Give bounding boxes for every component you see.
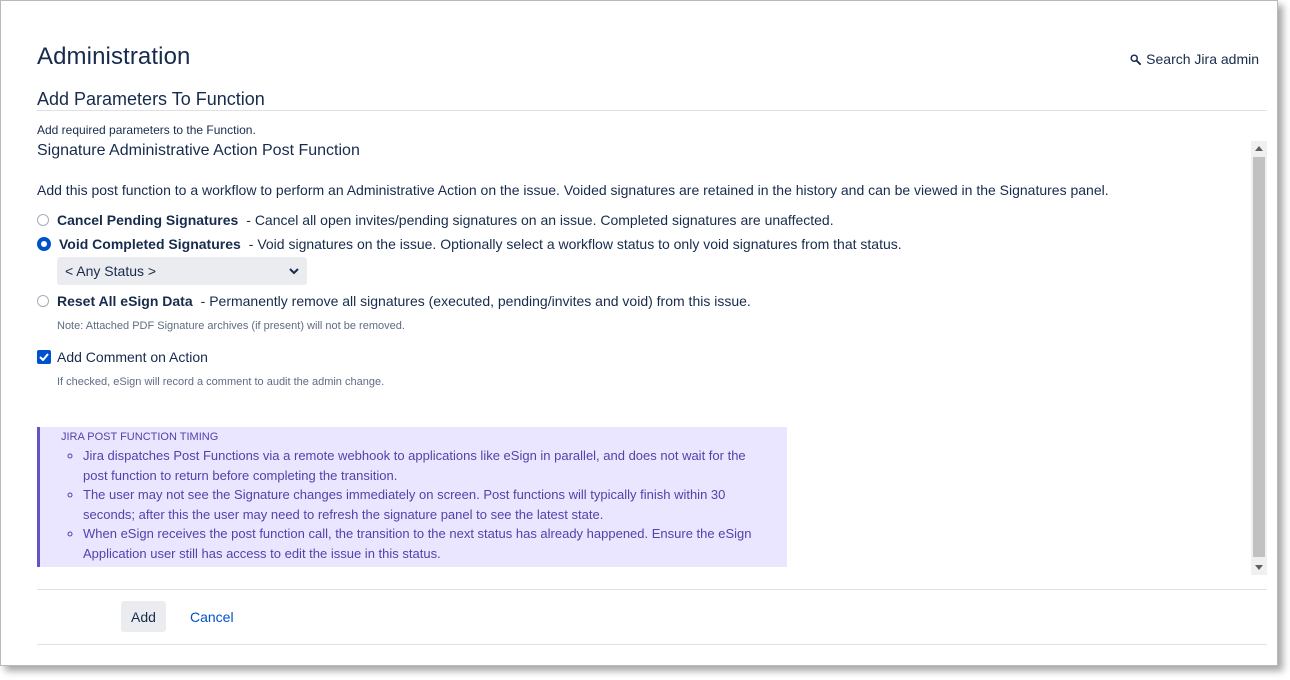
vertical-scrollbar[interactable] xyxy=(1251,141,1267,575)
option-cancel-pending[interactable] xyxy=(37,212,834,228)
function-description: Add this post function to a workflow to perform an Administrative Action on the issue. Voided signatures are retained in the history and can be viewed in the Signatures panel. xyxy=(37,182,1109,198)
page-title: Administration xyxy=(37,43,191,70)
info-item-access: ◦ When eSign receives the post function call, the transition to the next status has already happened. Ensure the eSign Application user still has access to edit the issue in this status. xyxy=(83,524,767,563)
footer-divider-bottom xyxy=(37,644,1267,645)
intro-text: Add required parameters to the Function. xyxy=(37,123,256,137)
search-icon xyxy=(1130,54,1141,65)
info-panel-title: JIRA POST FUNCTION TIMING xyxy=(61,431,219,443)
cancel-link[interactable]: Cancel xyxy=(190,609,234,625)
add-comment-help: If checked, eSign will record a comment to audit the admin change. xyxy=(57,376,385,388)
info-item-dispatch: ◦ Jira dispatches Post Functions via a remote webhook to applications like eSign in parallel, and does not wait for the post function to return before completing the transition. xyxy=(83,446,767,485)
reset-note: Note: Attached PDF Signature archives (if present) will not be removed. xyxy=(57,320,405,332)
section-divider xyxy=(37,110,1267,111)
add-comment-label: Add Comment on Action xyxy=(57,349,208,365)
cancel-pending-description: - Cancel all open invites/pending signatures on an issue. Completed signatures are unaffected. xyxy=(246,212,834,228)
search-jira-admin-label: Search Jira admin xyxy=(1146,51,1259,67)
section-title: Add Parameters To Function xyxy=(37,89,265,109)
info-panel-list xyxy=(61,446,767,563)
void-completed-description: - Void signatures on the issue. Optionally select a workflow status to only void signatures from that status. xyxy=(248,236,902,252)
add-button[interactable]: Add xyxy=(121,601,166,632)
scrollbar-thumb[interactable] xyxy=(1253,157,1265,557)
add-comment-checkbox[interactable] xyxy=(37,350,51,364)
option-void-completed[interactable] xyxy=(37,236,902,252)
cancel-pending-label: Cancel Pending Signatures xyxy=(57,212,239,228)
add-comment-option[interactable] xyxy=(37,349,208,365)
footer-divider-top xyxy=(37,589,1267,590)
reset-all-label: Reset All eSign Data xyxy=(57,293,193,309)
void-completed-label: Void Completed Signatures xyxy=(59,236,241,252)
reset-all-radio[interactable] xyxy=(37,295,49,307)
page-header xyxy=(37,43,1259,73)
function-title: Signature Administrative Action Post Function xyxy=(37,142,360,159)
scroll-up-arrow-icon[interactable] xyxy=(1255,146,1263,151)
search-jira-admin-link[interactable] xyxy=(1130,51,1259,67)
scroll-down-arrow-icon[interactable] xyxy=(1255,565,1263,570)
chevron-down-icon xyxy=(289,268,299,275)
workflow-status-select[interactable] xyxy=(57,257,307,285)
void-completed-radio[interactable] xyxy=(37,237,51,251)
status-select-value: < Any Status > xyxy=(65,263,157,279)
reset-all-description: - Permanently remove all signatures (executed, pending/invites and void) from this issue. xyxy=(200,293,751,309)
parameters-scroll-area[interactable] xyxy=(37,119,1267,575)
checkmark-icon xyxy=(39,353,49,361)
cancel-pending-radio[interactable] xyxy=(37,214,49,226)
post-function-timing-panel xyxy=(37,427,787,567)
option-reset-all[interactable] xyxy=(37,293,751,309)
info-item-refresh: ◦ The user may not see the Signature changes immediately on screen. Post functions will typically finish within 30 seconds; after this the user may need to refresh the signature panel to see the latest state. xyxy=(83,485,767,524)
